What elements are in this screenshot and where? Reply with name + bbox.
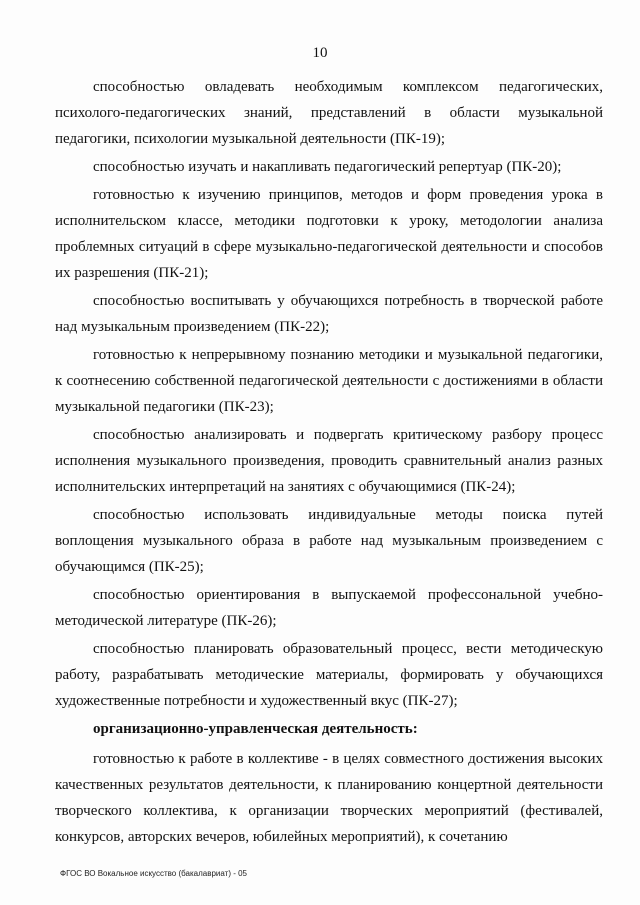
paragraph-pk-23: готовностью к непрерывному познанию методики и музыкальной педагогики, к соотнесению собственной педагогической деятельности с достижениями в области музыкальной педагогики (ПК-23); — [55, 347, 603, 415]
paragraph-teamwork: готовностью к работе в коллективе - в целях совместного достижения высоких качественных результатов деятельности, к планированию концертной деятельности творческого коллектива, к организации творческих мероприятий (фестивалей, конкурсов, авторских вечеров, юбилейных мероприятий), к сочетанию — [55, 751, 603, 845]
document-body — [55, 74, 603, 850]
paragraph-pk-27: способностью планировать образовательный процесс, вести методическую работу, разрабатывать методические материалы, формировать у обучающихся художественные потребности и художественный вкус (ПК-27); — [55, 641, 603, 709]
paragraph-pk-21: готовностью к изучению принципов, методов и форм проведения урока в исполнительском классе, методики подготовки к уроку, методологии анализа проблемных ситуаций в сфере музыкально-педагогической деятельности и способов их разрешения (ПК-21); — [55, 187, 603, 281]
document-footer: ФГОС ВО Вокальное искусство (бакалавриат) - 05 — [60, 869, 247, 878]
paragraph-pk-20: способностью изучать и накапливать педагогический репертуар (ПК-20); — [93, 159, 562, 175]
paragraph-pk-22: способностью воспитывать у обучающихся потребность в творческой работе над музыкальным произведением (ПК-22); — [55, 293, 603, 335]
page-number: 10 — [312, 45, 328, 61]
paragraph-pk-25: способностью использовать индивидуальные методы поиска путей воплощения музыкального образа в работе над музыкальным произведением с обучающимся (ПК-25); — [55, 507, 603, 575]
section-heading: организационно-управленческая деятельность: — [93, 721, 418, 737]
paragraph-pk-26: способностью ориентирования в выпускаемой профессональной учебно-методической литературе (ПК-26); — [55, 587, 603, 629]
paragraph-pk-19: способностью овладевать необходимым комплексом педагогических, психолого-педагогических знаний, представлений в области музыкальной педагогики, психологии музыкальной деятельности (ПК-19); — [55, 79, 603, 147]
paragraph-pk-24: способностью анализировать и подвергать критическому разбору процесс исполнения музыкального произведения, проводить сравнительный анализ разных исполнительских интерпретаций на занятиях с обучающимися (ПК-24); — [55, 427, 603, 495]
